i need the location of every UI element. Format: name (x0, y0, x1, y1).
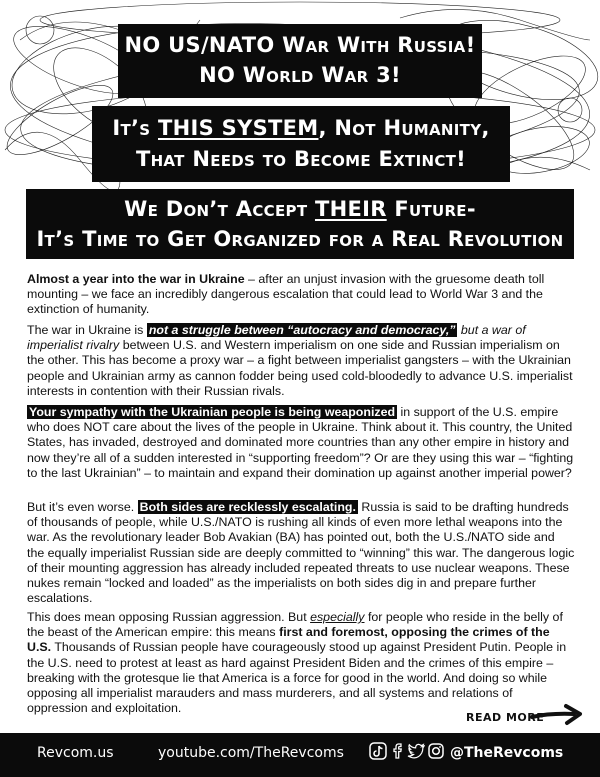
headline-line (26, 194, 574, 224)
facebook-icon[interactable] (388, 741, 408, 761)
youtube-link[interactable]: youtube.com/TheRevcoms (158, 745, 344, 761)
headline-box-their-future (26, 189, 574, 259)
paragraph-intro (27, 272, 575, 318)
body-text: in support of the U.S. empire who does NOT care about the lives of the people in Ukraine. Think about it. This country, the United States, has invaded, destroyed and dominated more countries than any other empire in history and now they’re all of a sudden interested in “supporting freedom”? Or are they using this war – “fighting to the last Ukrainian” – to maintain and expand their domination up against another imperial power? (27, 405, 574, 480)
headline-line: NO World War 3! (199, 63, 401, 87)
body-text: Russia is said to be drafting hundreds of thousands of people, while U.S./NATO is rushing all kinds of even more lethal weapons into the war. As the revolutionary leader Bob Avakian (BA) has pointed out, both the U.S./NATO side and the equally imperialist Russian side are deeply committed to “winning” this war. The dangerous logic of their mounting aggression has already included repeated threats to use nuclear weapons. These nukes remain “locked and loaded” as the imperialists on both sides dig in and prepare further escalations. (27, 500, 575, 606)
body-text: The war in Ukraine is (27, 323, 147, 337)
highlighted-text: not a struggle between “autocracy and democracy,” (148, 323, 456, 337)
headline-box-this-system (92, 106, 510, 182)
twitter-icon[interactable] (406, 741, 426, 761)
headline-underlined-text: THEIR (314, 197, 387, 221)
headline-line (92, 113, 510, 144)
headline-text: Future- (386, 197, 476, 221)
bold-text: first and foremost, opposing the crimes of the U.S. (27, 625, 550, 655)
website-link[interactable]: Revcom.us (37, 745, 114, 761)
body-text: between U.S. and Western imperialism on one side and Russian imperialism on the other. This has become a proxy war – a fight between imperialist gangsters – with the Ukrainian people and Ukrainian army as cannon fodder being used cold-bloodedly to advance U.S. imperialist interests in contention with their Russian rivals. (27, 338, 573, 398)
headline-text: We Don’t Accept (124, 197, 315, 221)
highlighted-text: Both sides are recklessly escalating. (139, 500, 356, 514)
headline-line: That Needs to Become Extinct! (135, 147, 467, 171)
italic-text: but a war of imperialist rivalry (27, 323, 526, 353)
headline-box-no-war (118, 24, 482, 98)
tiktok-icon[interactable] (368, 741, 388, 761)
paragraph-escalation (27, 500, 575, 606)
headline-text: , Not Humanity, (318, 116, 490, 140)
headline-text: It’s (112, 116, 158, 140)
headline-line: NO US/NATO War With Russia! (124, 33, 476, 57)
body-text: – after an unjust invasion with the gruesome death toll mounting – we face an incredibly dangerous escalation that could lead to World War 3 and the extinction of humanity. (27, 272, 545, 317)
instagram-icon[interactable] (426, 741, 446, 761)
paragraph-proxy-war (27, 323, 575, 399)
highlighted-text: Your sympathy with the Ukrainian people is being weaponized (29, 405, 396, 419)
body-text: But it’s even worse. (27, 500, 138, 514)
body-text: This does mean opposing Russian aggression. But (27, 610, 311, 624)
body-text: for people who reside in the belly of the beast of the American empire: this means (27, 610, 563, 640)
read-more-link[interactable]: READ MORE (466, 711, 545, 724)
emphasis-text: especially (310, 610, 365, 624)
bold-text: Almost a year into the war in Ukraine (27, 272, 245, 286)
headline-underlined-text: THIS SYSTEM (158, 116, 319, 140)
footer-bar (0, 733, 600, 777)
arrow-right-icon[interactable] (530, 703, 584, 727)
body-text: Thousands of Russian people have courageously stood up against President Putin. People in the U.S. need to protest at least as hard against President Biden and the crimes of this empire – breaking with the grotesque lie that America is a force for good in the world. And doing so while opposing all imperialist marauders and mass murderers, and all systems and relations of oppression and exploitation. (27, 640, 567, 716)
headline-line: It’s Time to Get Organized for a Real Revolution (36, 227, 564, 251)
paragraph-oppose-us-crimes (27, 610, 575, 716)
social-handle[interactable]: @TheRevcoms (450, 745, 564, 761)
paragraph-sympathy (27, 405, 575, 481)
